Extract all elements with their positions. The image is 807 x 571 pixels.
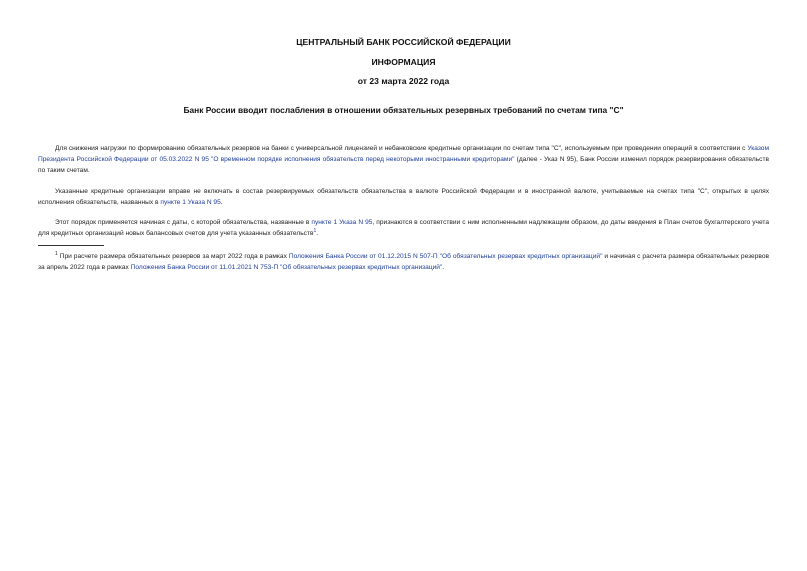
paragraph-2 xyxy=(38,186,769,208)
document-date: от 23 марта 2022 года xyxy=(357,76,450,86)
footnote-mark: 1 xyxy=(55,250,58,257)
footnote-text-b: и начиная с расчета размера обязательных резервов за апрель 2022 года в рамках xyxy=(38,253,769,272)
issuer-heading: ЦЕНТРАЛЬНЫЙ БАНК РОССИЙСКОЙ ФЕДЕРАЦИИ xyxy=(296,37,511,47)
link-decree-95[interactable]: Указом Президента Российской Федерации от 05.03.2022 N 95 "О временном порядке исполнения обязательств перед некоторыми иностранными кредиторами" xyxy=(38,145,769,164)
paragraph-1-text-b: (далее - Указ N 95), Банк России изменил порядок резервирования обязательств по таким счетам. xyxy=(38,156,769,175)
paragraph-1-text-a: Для снижения нагрузки по формированию обязательных резервов на банки с универсальной лицензией и небанковские кредитные организации по счетам типа "С", используемым при проведении операций в соответствии с xyxy=(55,145,748,152)
paragraph-3 xyxy=(38,217,769,239)
footnote xyxy=(38,251,769,273)
paragraph-1 xyxy=(38,143,769,177)
footnote-divider xyxy=(38,245,104,246)
paragraph-3-text-b: , признаются в соответствии с ним исполненными надлежащим образом, до даты введения в План счетов бухгалтерского учета для кредитных организаций новых балансовых счетов для учета указанных обязательств xyxy=(38,219,770,238)
document-type-heading: ИНФОРМАЦИЯ xyxy=(371,57,436,67)
paragraph-2-text-b: . xyxy=(220,199,223,207)
link-regulation-507p[interactable]: Положения Банка России от 01.12.2015 N 507-П "Об обязательных резервах кредитных организаций" xyxy=(288,253,603,260)
link-regulation-753p[interactable]: Положения Банка России от 11.01.2021 N 753-П "Об обязательных резервах кредитных организаций" xyxy=(130,264,443,272)
paragraph-3-text-a: Этот порядок применяется начиная с даты, с которой обязательства, названные в xyxy=(55,219,312,226)
paragraph-3-text-c: . xyxy=(316,230,319,238)
paragraph-2-text-a: Указанные кредитные организации вправе не включать в состав резервируемых обязательств обязательства в валюте Российской Федерации и в иностранной валюте, учитываемые на счетах типа "С", открытых в целях исполнения обязательств, названных в xyxy=(38,188,769,207)
document-title: Банк России вводит послабления в отношении обязательных резервных требований по счетам типа "С" xyxy=(183,105,624,115)
footnote-text-a: При расчете размера обязательных резервов за март 2022 года в рамках xyxy=(57,253,289,260)
footnote-reference[interactable]: 1 xyxy=(313,228,317,235)
link-decree-95-clause-1[interactable]: пункте 1 Указа N 95 xyxy=(160,199,221,207)
link-decree-95-clause-1[interactable]: пункте 1 Указа N 95 xyxy=(311,219,373,226)
footnote-text-c: . xyxy=(442,264,445,272)
